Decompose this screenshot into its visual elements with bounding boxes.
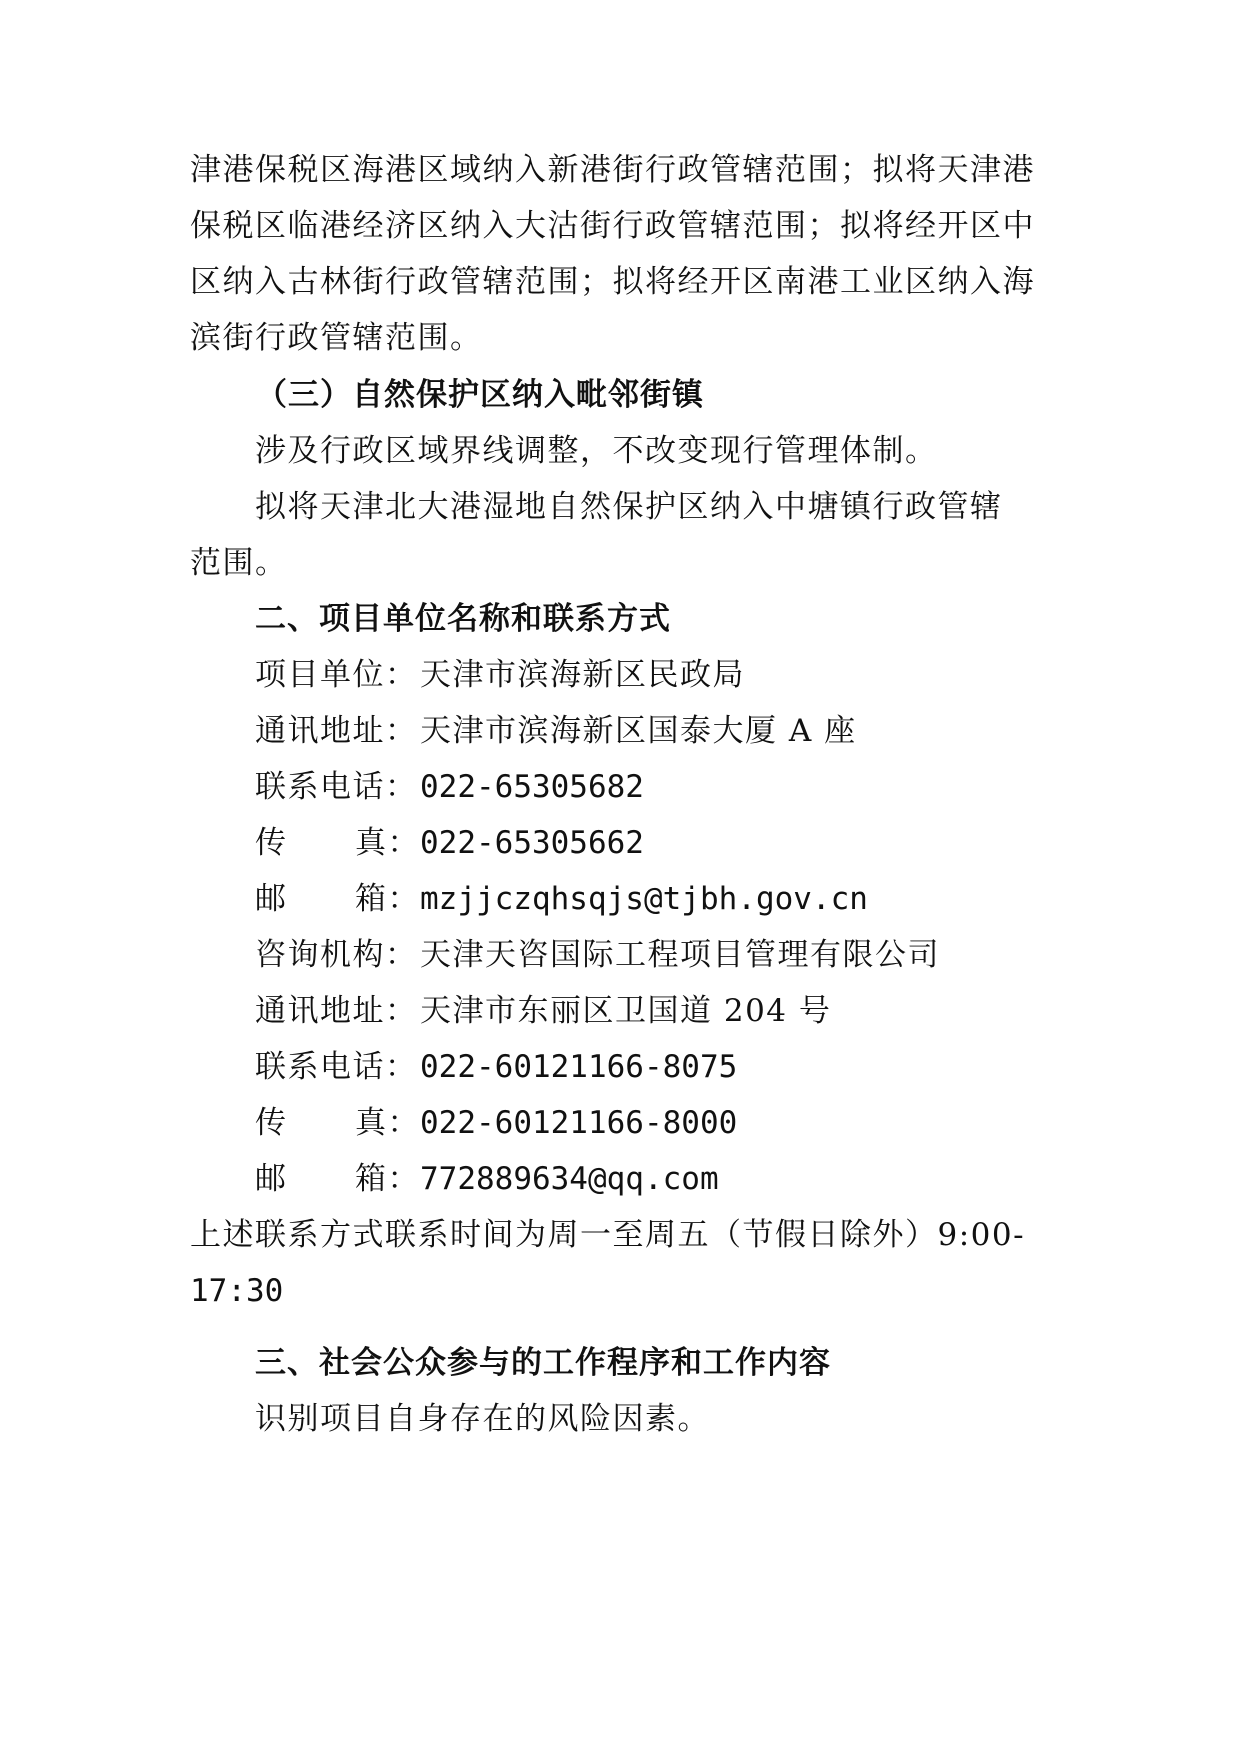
address-2-value: 天津市东丽区卫国道 204 号 [420,993,832,1029]
phone-1-label: 联系电话： [255,769,418,805]
fax-2-label [255,1103,420,1143]
email-1-label [255,879,420,919]
fax-2-label-b: 真： [355,1105,420,1141]
phone-2-value: 022-60121166-8075 [420,1049,738,1085]
fax-1-label-a: 传 [255,825,288,861]
address-1-label: 通讯地址： [255,713,418,749]
email-2-label-a: 邮 [255,1161,288,1197]
subsection-3-para-1: 涉及行政区域界线调整，不改变现行管理体制。 [255,433,938,469]
contact-hours-line-1: 上述联系方式联系时间为周一至周五（节假日除外）9:00- [190,1217,1026,1253]
contact-row-phone-2 [255,1047,737,1087]
phone-1-value: 022-65305682 [420,769,644,805]
fax-2-value: 022-60121166-8000 [420,1105,738,1141]
contact-hours-line-2: 17:30 [190,1273,284,1309]
phone-2-label: 联系电话： [255,1049,418,1085]
email-2-label [255,1159,420,1199]
paragraph-line-1: 津港保税区海港区域纳入新港街行政管辖范围；拟将天津港 [190,152,1035,188]
project-unit-value: 天津市滨海新区民政局 [420,657,745,693]
contact-row-phone-1 [255,767,644,807]
subsection-3-para-2-line-1: 拟将天津北大港湿地自然保护区纳入中塘镇行政管辖 [255,489,1003,525]
section-3-para-1: 识别项目自身存在的风险因素。 [255,1401,710,1437]
fax-2-label-a: 传 [255,1105,288,1141]
contact-row-fax-2 [255,1103,737,1143]
section-3-heading: 三、社会公众参与的工作程序和工作内容 [255,1345,831,1381]
section-2-heading: 二、项目单位名称和联系方式 [255,601,671,637]
email-1-label-b: 箱： [355,881,420,917]
email-2-value: 772889634@qq.com [420,1161,719,1197]
project-unit-label: 项目单位： [255,657,418,693]
paragraph-line-4: 滨街行政管辖范围。 [190,320,483,356]
contact-row-project-unit [255,655,745,695]
contact-row-email-1 [255,879,868,919]
subsection-3-heading: （三）自然保护区纳入毗邻街镇 [256,377,704,413]
subsection-3-para-2-line-2: 范围。 [190,545,288,581]
email-1-label-a: 邮 [255,881,288,917]
contact-row-address-1 [255,711,857,751]
fax-1-label-b: 真： [355,825,420,861]
email-1-value: mzjjczqhsqjs@tjbh.gov.cn [420,881,868,917]
contact-row-address-2 [255,991,831,1031]
address-1-value: 天津市滨海新区国泰大厦 A 座 [420,713,857,749]
fax-1-value: 022-65305662 [420,825,644,861]
fax-1-label [255,823,420,863]
contact-row-fax-1 [255,823,644,863]
paragraph-line-2: 保税区临港经济区纳入大沽街行政管辖范围；拟将经开区中 [190,208,1035,244]
contact-row-consultant [255,935,940,975]
contact-row-email-2 [255,1159,719,1199]
paragraph-line-3: 区纳入古林街行政管辖范围；拟将经开区南港工业区纳入海 [190,264,1035,300]
address-2-label: 通讯地址： [255,993,418,1029]
consultant-label: 咨询机构： [255,937,418,973]
email-2-label-b: 箱： [355,1161,420,1197]
consultant-value: 天津天咨国际工程项目管理有限公司 [420,937,940,973]
